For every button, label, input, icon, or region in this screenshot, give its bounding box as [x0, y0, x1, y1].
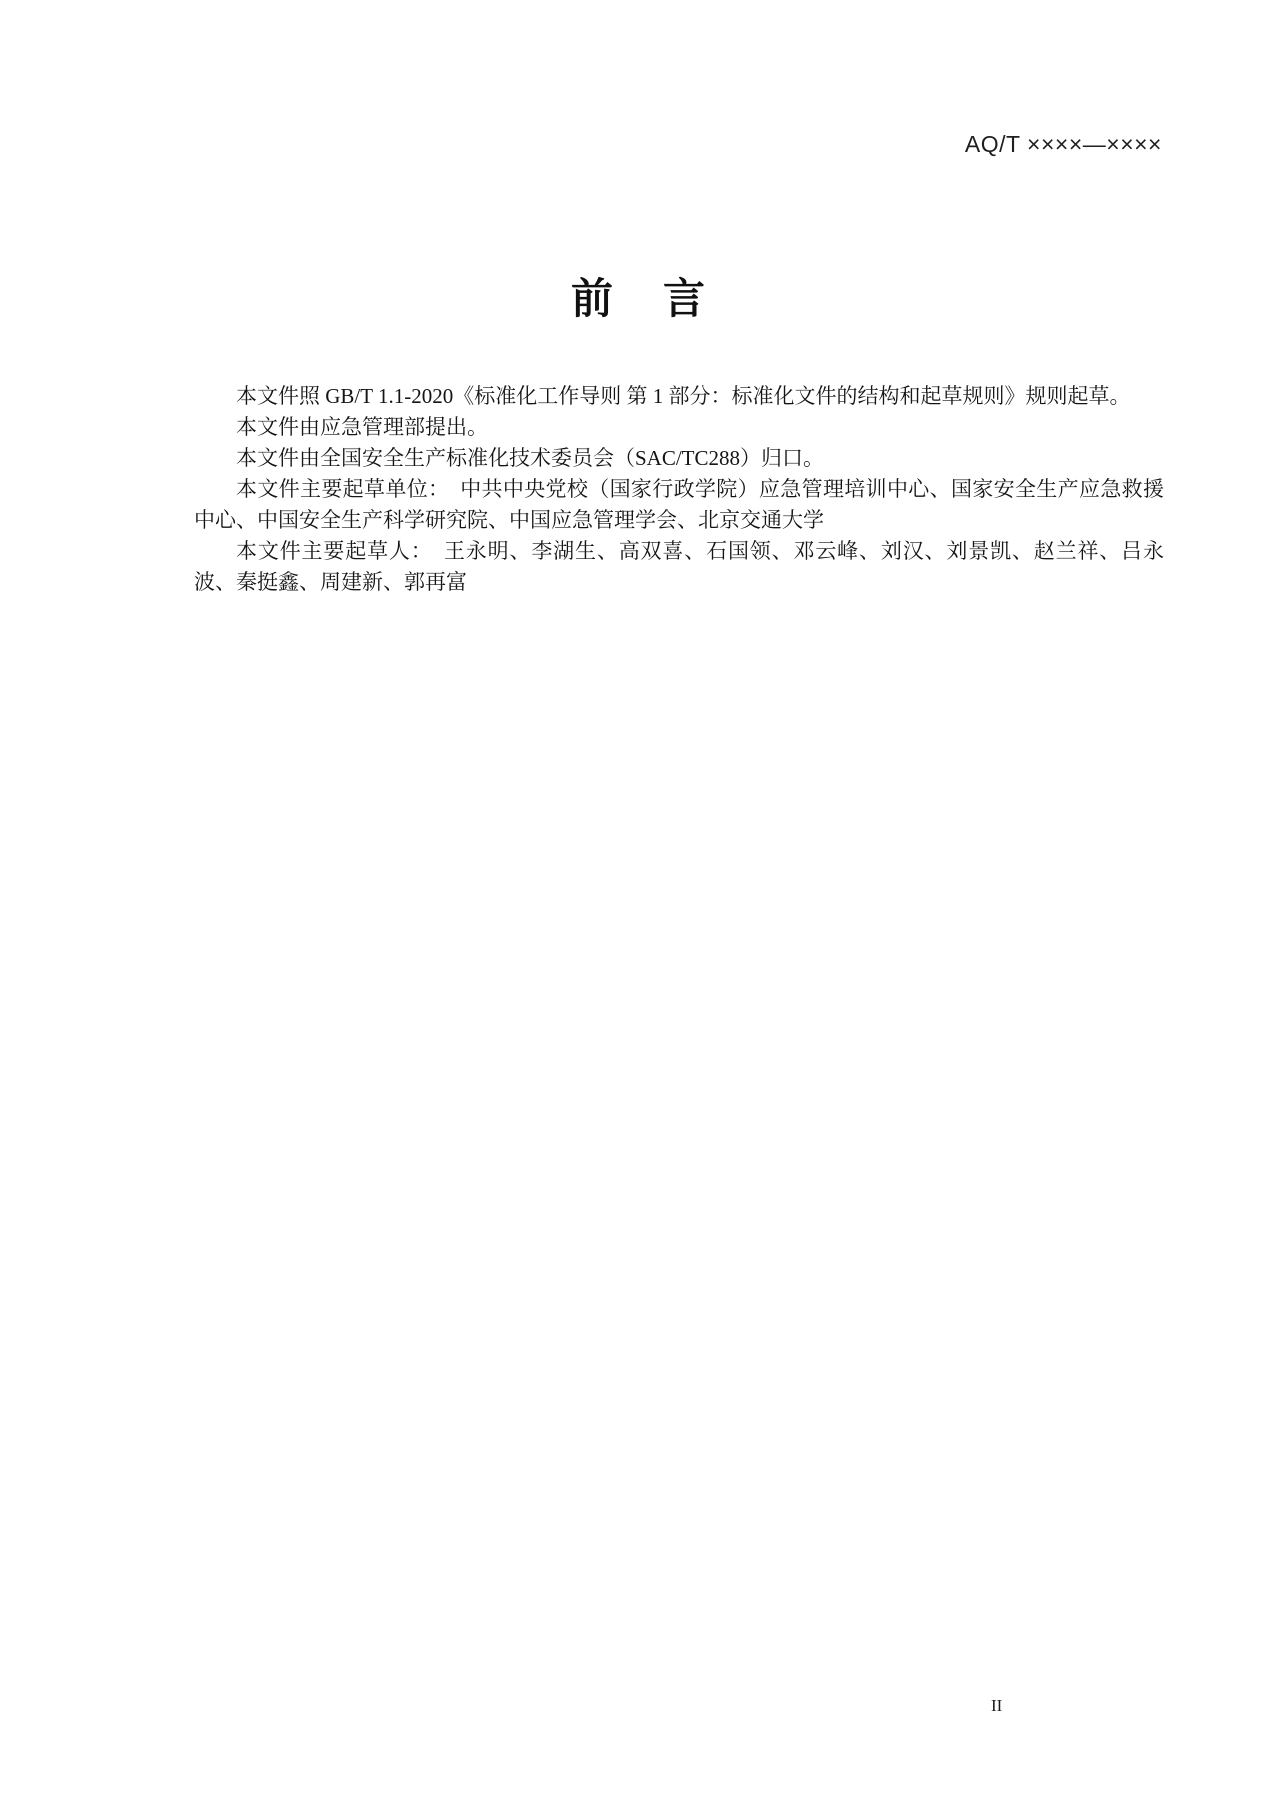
paragraph-centralized-by: 本文件由全国安全生产标准化技术委员会（SAC/TC288）归口。	[236, 446, 825, 470]
standard-doc-code: AQ/T ××××—××××	[964, 131, 1162, 157]
document-body	[194, 381, 1164, 598]
page-number: II	[991, 1696, 1003, 1715]
paragraph-proposed-by: 本文件由应急管理部提出。	[236, 415, 488, 439]
paragraph-drafting-organizations: 本文件主要起草单位： 中共中央党校（国家行政学院）应急管理培训中心、国家安全生产应急救援中心、中国安全生产科学研究院、中国应急管理学会、北京交通大学	[194, 477, 1164, 532]
paragraph-drafting-basis: 本文件照 GB/T 1.1-2020《标准化工作导则 第 1 部分：标准化文件的结构和起草规则》规则起草。	[236, 384, 1131, 408]
page-title: 前 言	[570, 275, 709, 322]
paragraph-drafters: 本文件主要起草人： 王永明、李湖生、高双喜、石国领、邓云峰、刘汉、刘景凯、赵兰祥、吕永波、秦挺鑫、周建新、郭再富	[194, 539, 1164, 594]
